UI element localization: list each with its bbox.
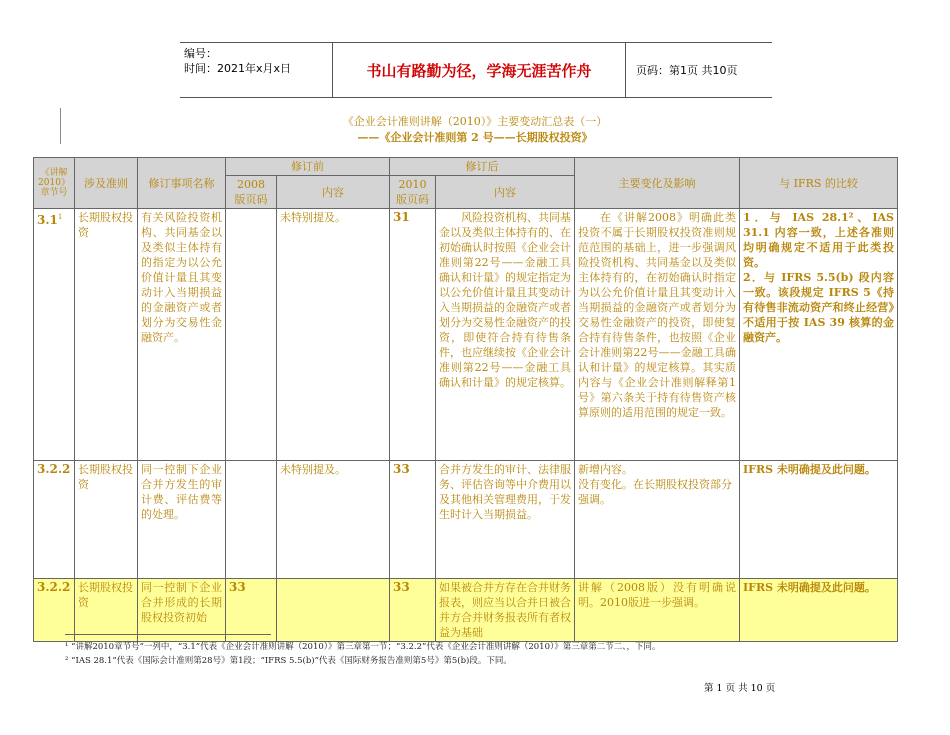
before-page-cell: 33 <box>226 579 277 642</box>
page-title: 《企业会计准则讲解（2010）》主要变动汇总表（一） <box>342 115 608 128</box>
page-label: 页码：第1页 共10页 <box>636 64 738 77</box>
ifrs-cell: IFRS 未明确提及此问题。 <box>740 461 898 579</box>
before-page-cell <box>226 209 277 461</box>
ifrs-cell: IFRS 未明确提及此问题。 <box>740 579 898 642</box>
header-change: 主要变化及影响 <box>575 158 740 209</box>
header-before-content: 内容 <box>277 176 390 209</box>
before-content-cell <box>277 579 390 642</box>
time-label: 时间：2021年x月x日 <box>184 62 292 75</box>
before-content-cell: 未特别提及。 <box>277 461 390 579</box>
page-subtitle: ——《企业会计准则第 2 号——长期股权投资》 <box>357 131 593 144</box>
footnote-1: ¹ “讲解2010章节号”一列中，“3.1”代表《企业会计准则讲解（2010）》第三章第一节；“3.2.2”代表《企业会计准则讲解（2010）》第三章第二节二、，下同。 <box>65 642 661 652</box>
after-content-cell: 合并方发生的审计、法律服务、评估咨询等中介费用以及其他相关管理费用，于发生时计入当期损益。 <box>436 461 575 579</box>
after-page-cell: 33 <box>390 579 436 642</box>
header-ifrs: 与 IFRS 的比较 <box>740 158 898 209</box>
after-page-cell: 33 <box>390 461 436 579</box>
item-cell: 同一控制下企业合并方发生的审计费、评估费等的处理。 <box>138 461 226 579</box>
header-after-content: 内容 <box>436 176 575 209</box>
document-header <box>180 42 772 98</box>
ifrs-cell: 1．与 IAS 28.1²、IAS 31.1 内容一致，上述各准则均明确规定不适用于此类投资。 2．与 IFRS 5.5(b) 段内容一致。该段规定 IFRS 5《持有待售非流动资产和终止经营》不适用于按 IAS 39 核算的金融资产。 <box>740 209 898 461</box>
item-cell: 同一控制下企业合并形成的长期股权投资初始 <box>138 579 226 642</box>
page-number: 第 1 页 共 10 页 <box>704 683 776 694</box>
section-cell: 3.2.2 <box>34 579 75 642</box>
motto: 书山有路勤为径，学海无涯苦作舟 <box>332 43 626 97</box>
header-after-page: 2010 版页码 <box>390 176 436 209</box>
table-row <box>34 209 898 461</box>
change-cell: 在《讲解2008》明确此类投资不属于长期股权投资准则规范范围的基础上，进一步强调风险投资机构、共同基金以及类似主体持有的，在初始确认时指定为以公允价值计量且其变动计入当期损益的金融资产或者划分为交易性金融资产的投资，即使复合持有待售条件，也按照《企业会计准则第22号——金融工具确认和计量》的规定核算。其实质内容与《企业会计准则解释第1号》第六条关于持有待售资产核算原则的适用范围的规定一致。 <box>575 209 740 461</box>
number-label: 编号： <box>184 47 217 60</box>
footnote-2: ² “IAS 28.1”代表《国际会计准则第28号》第1段；“IFRS 5.5(b)”代表《国际财务报告准则第5号》第5(b)段。下同。 <box>65 656 512 666</box>
table-row <box>34 461 898 579</box>
table-row <box>34 579 898 642</box>
header-after: 修订后 <box>390 158 575 176</box>
standard-cell: 长期股权投资 <box>75 579 138 642</box>
before-page-cell <box>226 461 277 579</box>
header-before: 修订前 <box>226 158 390 176</box>
change-cell: 新增内容。 没有变化。在长期股权投资部分强调。 <box>575 461 740 579</box>
standard-cell: 长期股权投资 <box>75 209 138 461</box>
section-cell: $3.1^1$ <box>34 209 75 461</box>
header-before-page: 2008 版页码 <box>226 176 277 209</box>
after-page-cell: 31 <box>390 209 436 461</box>
header-section: 《讲解2010》章节号 <box>34 158 75 209</box>
standard-cell: 长期股权投资 <box>75 461 138 579</box>
header-standard: 涉及准则 <box>75 158 138 209</box>
item-cell: 有关风险投资机构、共同基金以及类似主体持有的指定为以公允价值计量且其变动计入当期损益的金融资产或者划分为交易性金融资产。 <box>138 209 226 461</box>
footnote-divider <box>65 634 271 635</box>
after-content-cell: 如果被合并方存在合并财务报表，则应当以合并日被合并方合并财务报表所有者权益为基础 <box>436 579 575 642</box>
after-content-cell: 风险投资机构、共同基金以及类似主体持有的、在初始确认时按照《企业会计准则第22号——金融工具确认和计量》的规定指定为以公允价值计量且其变动计入当期损益的金融资产或者划分为交易性金融资产的投资，即使符合持有待售条件，也应继续按《企业会计准则第22号——金融工具确认和计量》的规定核算。 <box>436 209 575 461</box>
changes-table <box>33 157 898 642</box>
header-meta <box>180 43 332 97</box>
change-cell: 讲解（2008版）没有明确说明。2010版进一步强调。 <box>575 579 740 642</box>
header-item: 修订事项名称 <box>138 158 226 209</box>
section-cell: 3.2.2 <box>34 461 75 579</box>
before-content-cell: 未特别提及。 <box>277 209 390 461</box>
